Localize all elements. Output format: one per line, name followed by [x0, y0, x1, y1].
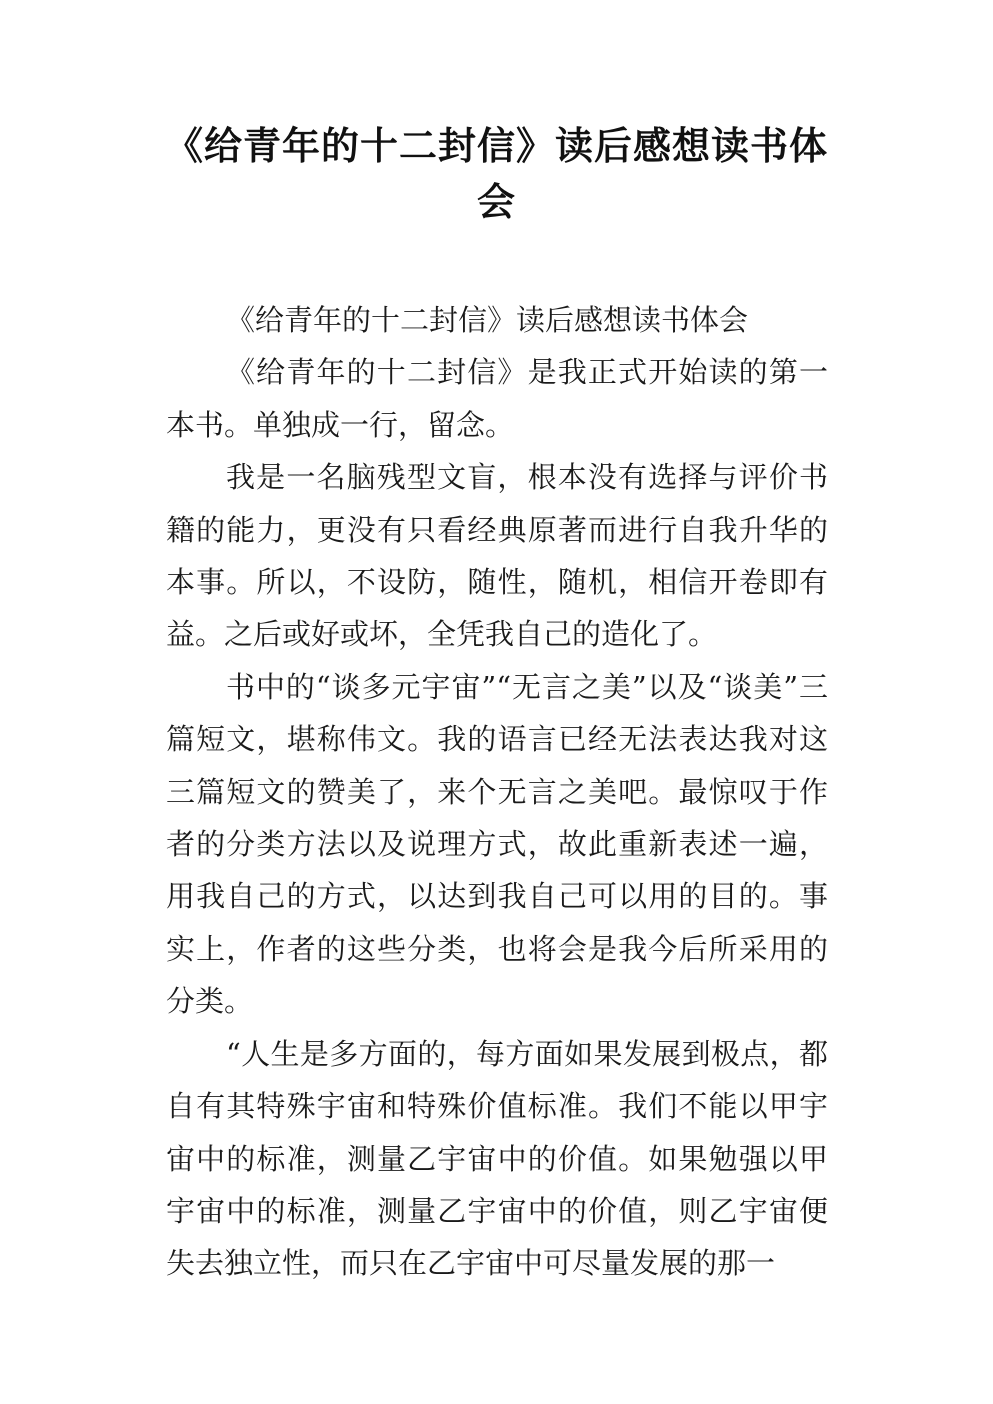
- paragraph-three-essays: 书中的“谈多元宇宙”“无言之美”以及“谈美”三篇短文，堪称伟文。我的语言已经无法表达我对这三篇短文的赞美了，来个无言之美吧。最惊叹于作者的分类方法以及说理方式，故此重新表述一遍，用我自己的方式，以达到我自己可以用的目的。事实上，作者的这些分类，也将会是我今后所采用的分类。: [166, 669, 828, 1019]
- document-title: 《给青年的十二封信》读后感想读书体会: [165, 124, 829, 224]
- document-body: [166, 294, 828, 1290]
- paragraph-first-book: 《给青年的十二封信》是我正式开始读的第一本书。单独成一行，留念。: [166, 355, 828, 442]
- paragraph-quotation: “人生是多方面的，每方面如果发展到极点，都自有其特殊宇宙和特殊价值标准。我们不能以甲宇宙中的标准，测量乙宇宙中的价值。如果勉强以甲宇宙中的标准，测量乙宇宙中的价值，则乙宇宙便失去独立性，而只在乙宇宙中可尽量发展的那一: [166, 1036, 828, 1281]
- paragraph-heading-repeat: 《给青年的十二封信》读后感想读书体会: [226, 303, 749, 337]
- paragraph-self-description: 我是一名脑残型文盲，根本没有选择与评价书籍的能力，更没有只看经典原著而进行自我升华的本事。所以，不设防，随性，随机，相信开卷即有益。之后或好或坏，全凭我自己的造化了。: [166, 460, 828, 652]
